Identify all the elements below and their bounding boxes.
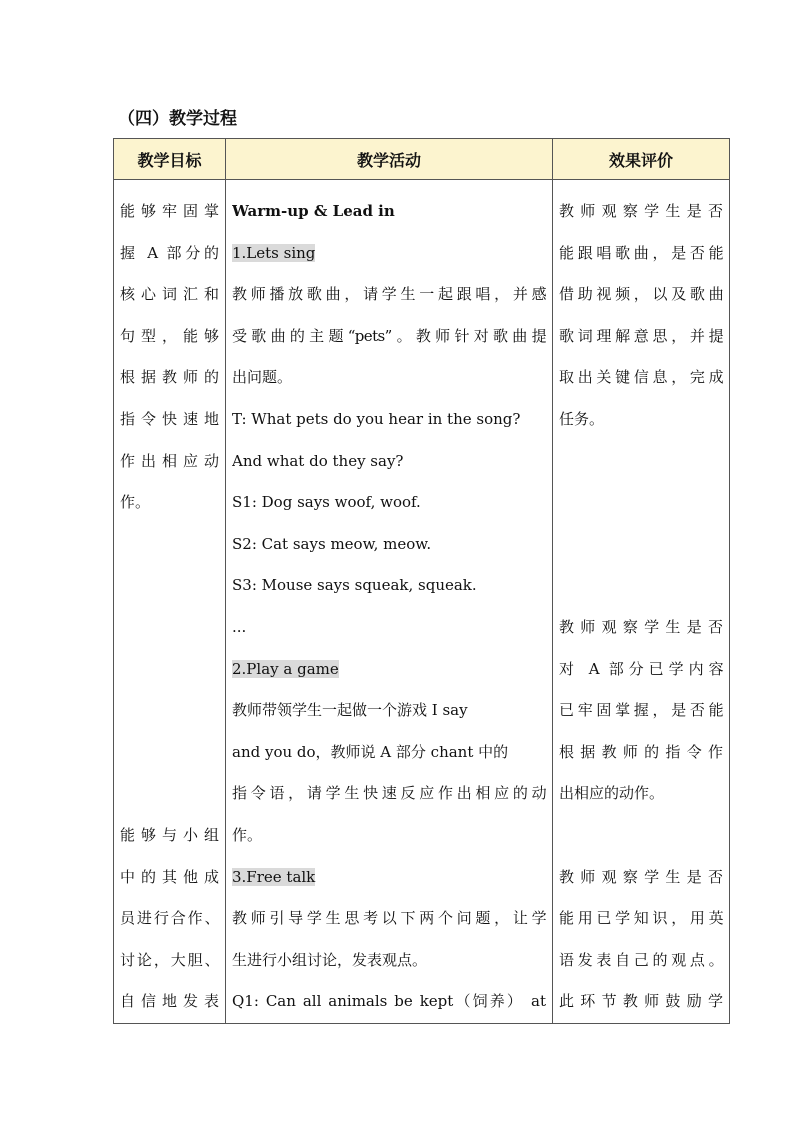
activity-line: 出问题。 [232, 368, 293, 387]
activity-line: 生进行小组讨论，发表观点。 [232, 950, 428, 969]
eval-line: 借助视频，以及歌曲 [559, 285, 723, 304]
table-header-row [114, 139, 730, 180]
step2-label: 2.Play a game [232, 659, 339, 678]
eval-line: 出相应的动作。 [559, 784, 665, 803]
eval-line: 能跟唱歌曲，是否能 [559, 243, 723, 262]
teaching-process-table [113, 138, 730, 1024]
goal-line: 中的其他成 [120, 867, 219, 886]
goal-line: 能够与小组 [120, 825, 219, 844]
dialogue-line: And what do they say? [232, 451, 404, 470]
step3-label: 3.Free talk [232, 867, 316, 886]
goal-line: 指令快速地 [120, 409, 219, 428]
eval-line: 教师观察学生是否 [559, 617, 723, 636]
eval-line: 教师观察学生是否 [559, 202, 723, 220]
header-evaluation: 效果评价 [553, 139, 730, 180]
goal-line: 根据教师的 [120, 368, 219, 387]
table-row [114, 180, 730, 1024]
dialogue-line: T: What pets do you hear in the song? [232, 409, 521, 428]
eval-line: 对 A 部分已学内容 [559, 659, 723, 678]
warmup-heading: Warm-up & Lead in [232, 202, 395, 220]
activity-line: Q1: Can all animals be kept（饲养） at [232, 992, 546, 1011]
goal-line: 能够牢固掌 [120, 202, 219, 220]
activity-line: 作。 [232, 825, 263, 844]
eval-line: 能用已学知识，用英 [559, 909, 723, 928]
eval-line: 已牢固掌握，是否能 [559, 701, 723, 720]
step1-label: 1.Lets sing [232, 243, 316, 262]
goal-line: 讨论，大胆、 [120, 950, 219, 969]
dialogue-line: S3: Mouse says squeak, squeak. [232, 576, 477, 595]
eval-line: 语发表自己的观点。 [559, 950, 723, 969]
activity-line: 教师播放歌曲，请学生一起跟唱，并感 [232, 285, 546, 304]
eval-line: 任务。 [559, 409, 605, 428]
header-goals: 教学目标 [114, 139, 226, 180]
activity-line: 指令语，请学生快速反应作出相应的动 [232, 784, 546, 803]
eval-line: 取出关键信息，完成 [559, 368, 723, 387]
activity-line: and you do，教师说 A 部分 chant 中的 [232, 742, 509, 761]
dialogue-line: S2: Cat says meow, meow. [232, 534, 432, 553]
goal-line: 员进行合作、 [120, 909, 219, 928]
section-title: （四）教学过程 [118, 109, 237, 129]
goal-line: 握 A 部分的 [120, 243, 219, 262]
activity-line: 受歌曲的主题“pets”。教师针对歌曲提 [232, 326, 546, 345]
header-activities: 教学活动 [226, 139, 553, 180]
goal-line: 作。 [120, 493, 151, 512]
activities-cell [226, 180, 553, 1024]
goals-cell [114, 180, 226, 1024]
eval-line: 此环节教师鼓励学 [559, 992, 723, 1011]
eval-line: 歌词理解意思，并提 [559, 326, 723, 345]
activity-line: 教师引导学生思考以下两个问题，让学 [232, 909, 546, 928]
eval-line: 教师观察学生是否 [559, 867, 723, 886]
activity-line: 教师带领学生一起做一个游戏 I say [232, 701, 468, 720]
goal-line: 自信地发表 [120, 992, 219, 1011]
goal-line: 句型，能够 [120, 326, 219, 345]
dialogue-line: S1: Dog says woof, woof. [232, 493, 421, 512]
dialogue-line: ... [232, 617, 247, 636]
goal-line: 核心词汇和 [120, 285, 219, 304]
goal-line: 作出相应动 [120, 451, 219, 470]
evaluation-cell [553, 180, 730, 1024]
eval-line: 根据教师的指令作 [559, 742, 723, 761]
